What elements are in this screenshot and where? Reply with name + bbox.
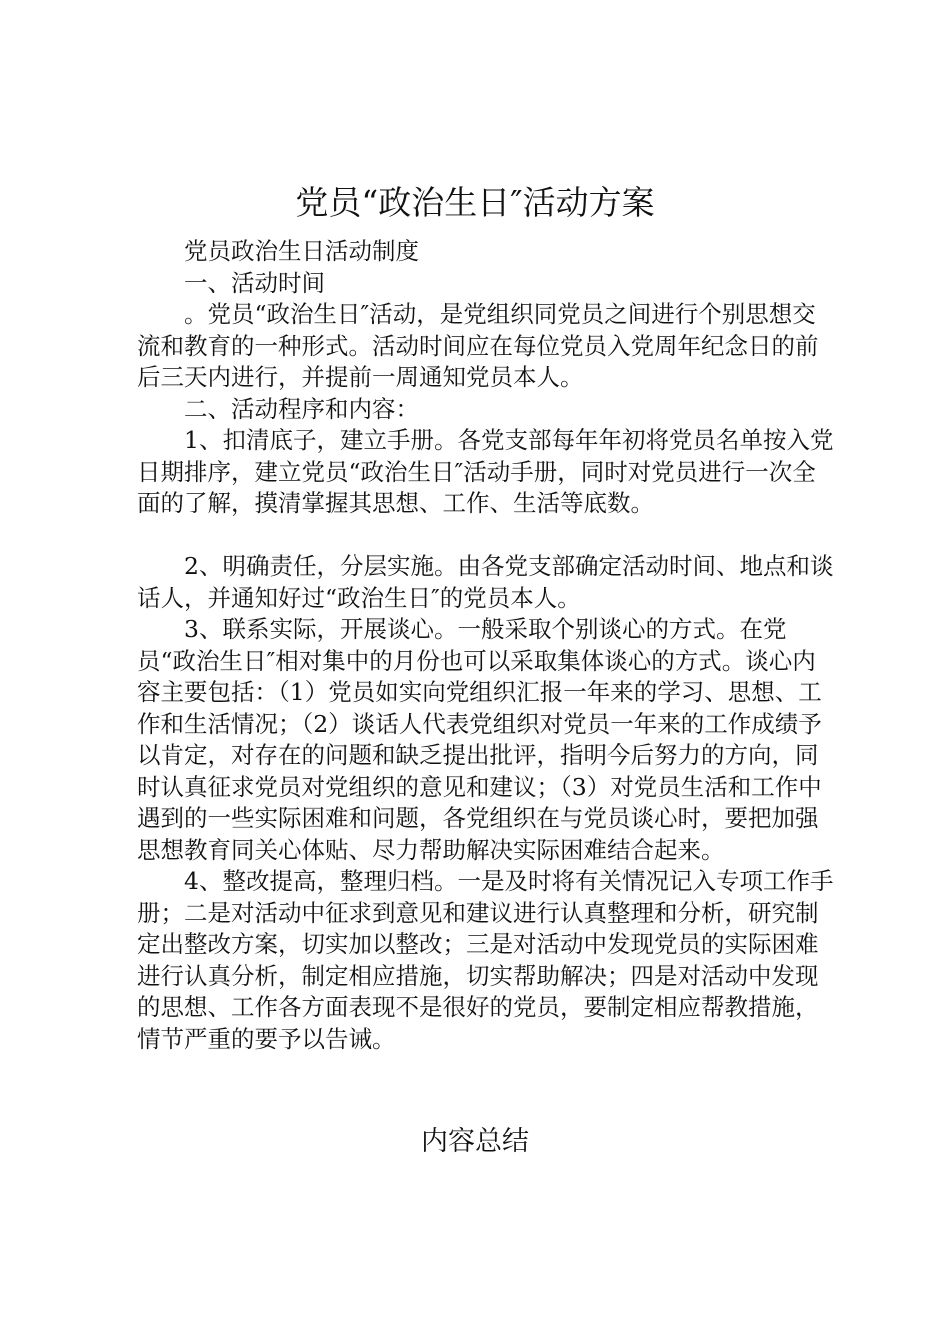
document-title: 党员“政治生日″活动方案 — [295, 183, 655, 222]
paragraph-activity-time: 。党员“政治生日″活动，是党组织同党员之间进行个别思想交流和教育的一种形式。活动时间应在每位党员入党周年纪念日的前后三天内进行，并提前一周通知党员本人。 — [137, 300, 819, 391]
paragraph-step-4: 4、整改提高，整理归档。一是及时将有关情况记入专项工作手册；二是对活动中征求到意见和建议进行认真整理和分析，研究制定出整改方案，切实加以整改；三是对活动中发现党员的实际困难进行认真分析，制定相应措施，切实帮助解决；四是对活动中发现的思想、工作各方面表现不是很好的党员，要制定相应帮教措施，情节严重的要予以告诫。 — [137, 867, 834, 1053]
paragraph-system-heading: 党员政治生日活动制度 — [184, 237, 419, 265]
paragraph-step-2: 2、明确责任，分层实施。由各党支部确定活动时间、地点和谈话人，并通知好过“政治生日″的党员本人。 — [137, 552, 834, 612]
summary-heading: 内容总结 — [421, 1126, 529, 1157]
paragraph-step-1: 1、扣清底子，建立手册。各党支部每年年初将党员名单按入党日期排序，建立党员“政治生日″活动手册，同时对党员进行一次全面的了解，摸清掌握其思想、工作、生活等底数。 — [137, 426, 834, 517]
paragraph-step-3: 3、联系实际，开展谈心。一般采取个别谈心的方式。在党员“政治生日″相对集中的月份也可以采取集体谈心的方式。谈心内容主要包括：（1）党员如实向党组织汇报一年来的学习、思想、工作和生活情况；（2）谈话人代表党组织对党员一年来的工作成绩予以肯定，对存在的问题和缺乏提出批评，指明今后努力的方向，同时认真征求党员对党组织的意见和建议；（3）对党员生活和工作中遇到的一些实际困难和问题，各党组织在与党员谈心时，要把加强思想教育同关心体贴、尽力帮助解决实际困难结合起来。 — [137, 615, 822, 864]
section-heading-activity-time: 一、活动时间 — [184, 268, 325, 297]
section-heading-procedure: 二、活动程序和内容： — [184, 394, 419, 423]
document-body — [137, 236, 837, 1055]
